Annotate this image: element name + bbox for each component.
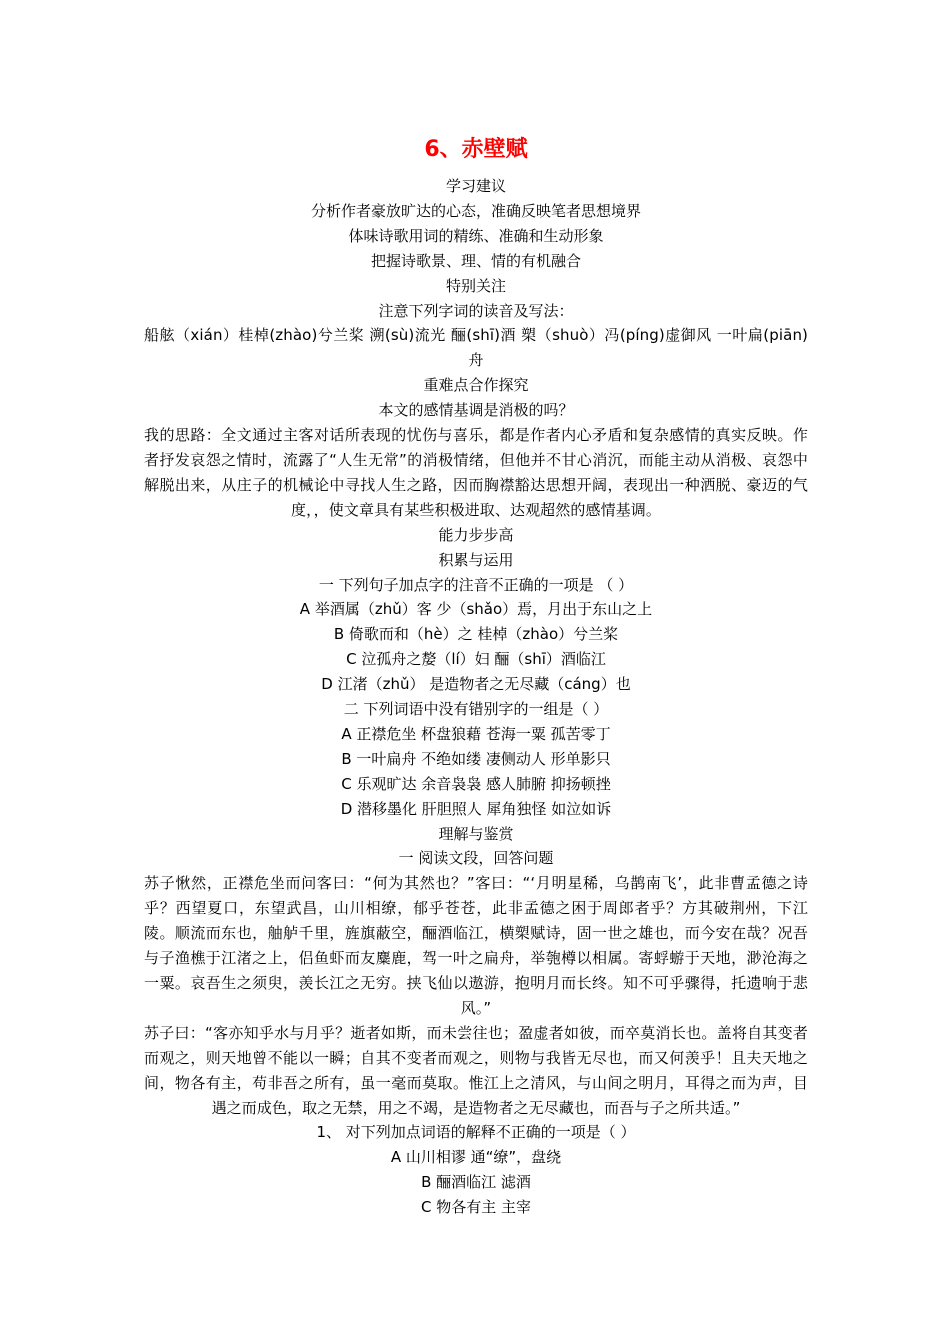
ability-subheading: 积累与运用 [438,550,514,569]
question-2-stem: 二 下列词语中没有错别字的一组是（ ） [343,700,609,719]
special-heading: 特别关注 [445,276,506,295]
difficulty-question: 本文的感情基调是消极的吗？ [378,401,574,420]
appreciation-heading: 理解与鉴赏 [438,824,514,843]
page-title: 6、赤壁赋 [424,137,528,162]
question-1-option-b: B 倚歌而和（hè）之 桂棹（zhào）兮兰桨 [333,625,619,644]
question-3-option-c: C 物各有主 主宰 [420,1198,531,1217]
ability-heading: 能力步步高 [438,525,514,544]
difficulty-heading: 重难点合作探究 [423,376,529,395]
study-advice-item: 把握诗歌景、理、情的有机融合 [370,251,581,270]
special-note: 注意下列字词的读音及写法： [378,301,574,320]
study-advice-heading: 学习建议 [445,177,506,195]
pronunciation-words: 船舷（xián）桂棹(zhào)兮兰桨 溯(sù)流光 酾(shī)酒 槊（shuò）冯(píng)虚御风 一叶扁(piān)舟 [144,326,808,370]
study-advice-item: 分析作者豪放旷达的心态，准确反映笔者思想境界 [310,201,641,220]
question-2-option-c: C 乐观旷达 余音袅袅 感人肺腑 抑扬顿挫 [341,774,611,793]
question-1-option-c: C 泣孤舟之嫠（lí）妇 酾（shī）酒临江 [346,650,606,669]
question-2-option-d: D 潜移墨化 肝胆照人 犀角独怪 如泣如诉 [340,799,612,818]
reading-passage-2: 苏子曰：“客亦知乎水与月乎？逝者如斯，而未尝往也；盈虚者如彼，而卒莫消长也。盖将自其变者而观之，则天地曾不能以一瞬；自其不变者而观之，则物与我皆无尽也，而又何羡乎！且夫天地之间，物各有主，苟非吾之所有，虽一毫而莫取。惟江上之清风，与山间之明月，耳得之而为声，目遇之而成色，取之无禁，用之不竭，是造物者之无尽藏也，而吾与子之所共适。” [144,1023,808,1117]
study-advice-item: 体味诗歌用词的精练、准确和生动形象 [348,226,604,245]
appreciation-subheading: 一 阅读文段，回答问题 [398,849,554,868]
difficulty-answer: 我的思路：全文通过主客对话所表现的忧伤与喜乐，都是作者内心矛盾和复杂感情的真实反映。作者抒发哀怨之情时，流露了“人生无常”的消极情绪，但他并不甘心消沉，而能主动从消极、哀怨中解脱出来，从庄子的机械论中寻找人生之路，因而胸襟豁达思想开阔，表现出一种洒脱、豪迈的气度，，使文章具有某些积极进取、达观超然的感情基调。 [144,426,808,519]
document-page [144,128,808,1220]
question-2-option-a: A 正襟危坐 杯盘狼藉 苍海一粟 孤苦零丁 [341,724,611,743]
question-1-option-d: D 江渚（zhǔ） 是造物者之无尽藏（cáng）也 [321,675,631,694]
question-1-stem: 一 下列句子加点字的注音不正确的一项是 （ ） [318,575,634,594]
question-1-option-a: A 举酒属（zhǔ）客 少（shǎo）焉，月出于东山之上 [299,600,653,619]
question-3-stem: 1、 对下列加点词语的解释不正确的一项是（ ） [316,1123,636,1142]
question-3-option-a: A 山川相谬 通“缭”，盘绕 [390,1148,562,1167]
question-3-option-b: B 酾酒临江 滤酒 [421,1173,531,1192]
reading-passage-1: 苏子愀然，正襟危坐而问客曰：“何为其然也？”客曰：“‘月明星稀，乌鹊南飞’，此非曹孟德之诗乎？西望夏口，东望武昌，山川相缭，郁乎苍苍，此非孟德之困于周郎者乎？方其破荆州，下江陵。顺流而东也，舳舻千里，旌旗蔽空，酾酒临江，横槊赋诗，固一世之雄也，而今安在哉？况吾与子渔樵于江渚之上，侣鱼虾而友麋鹿，驾一叶之扁舟，举匏樽以相属。寄蜉蝣于天地，渺沧海之一粟。哀吾生之须臾，羡长江之无穷。挟飞仙以遨游，抱明月而长终。知不可乎骤得，托遗响于悲风。” [144,874,808,1017]
question-2-option-b: B 一叶扁舟 不绝如缕 凄侧动人 形单影只 [341,749,611,768]
